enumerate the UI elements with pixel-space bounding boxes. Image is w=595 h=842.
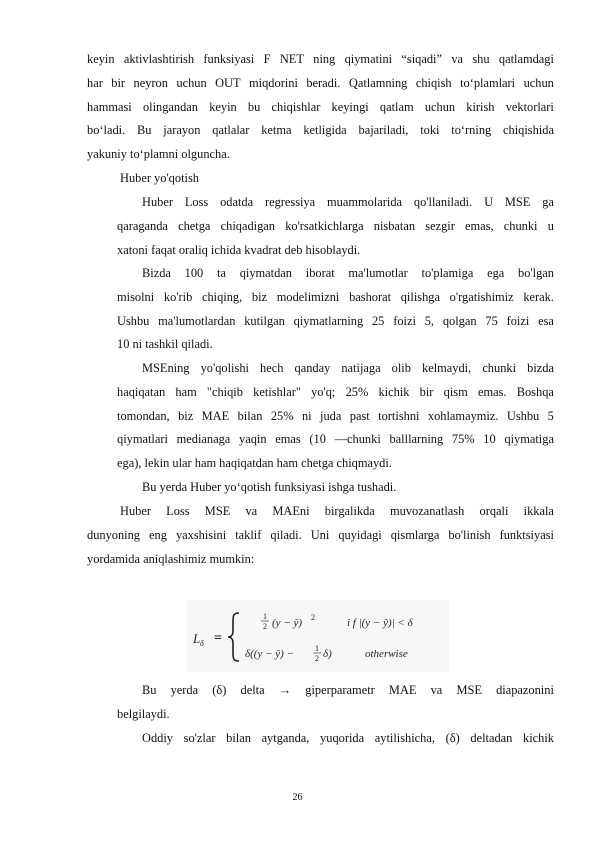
paragraph-4: [117, 357, 554, 476]
word: bashorat: [349, 289, 392, 304]
word: Boshqa: [516, 384, 554, 399]
text-line: [117, 679, 554, 703]
case1-expr: (y − ŷ): [272, 617, 303, 629]
word: yerda: [170, 683, 199, 697]
word: MAE: [201, 408, 230, 423]
paragraph-7: [117, 679, 554, 727]
word: bizda: [527, 361, 554, 375]
word: bir: [111, 75, 126, 90]
word: ko'rsatkichlarga: [285, 218, 364, 233]
case1-coeff-num: 1: [263, 612, 267, 621]
word: qiymatdan: [239, 266, 293, 280]
word: Bu: [137, 123, 152, 138]
text-line: yakuniy to‘plamni olguncha.: [87, 147, 230, 162]
word: ikkala: [523, 504, 554, 518]
word: toki: [420, 123, 440, 138]
word: chunki: [482, 361, 517, 375]
word: kirish: [466, 99, 495, 114]
text-line: [117, 215, 554, 239]
word: uchun: [523, 75, 554, 90]
word: keyin: [87, 52, 115, 66]
word: modelimizni: [276, 289, 340, 304]
word: ketligida: [303, 123, 347, 138]
word: ning: [313, 52, 336, 66]
formula-equals: =: [214, 631, 222, 646]
word: taklif: [235, 527, 262, 542]
text-line: [117, 191, 554, 215]
word: hech: [260, 361, 284, 375]
word: qismlarga: [390, 527, 440, 542]
word: 10: [483, 432, 496, 447]
word: olib: [391, 361, 411, 375]
case2-coeff-den: 2: [315, 654, 319, 663]
case1-condition: i f |(y − ŷ)| < δ: [347, 617, 413, 629]
word: juda: [320, 408, 342, 423]
text-line: [117, 262, 554, 286]
word: qiymatlari: [117, 432, 168, 447]
word: o'rgatishimiz: [449, 289, 514, 304]
word: delta: [240, 683, 265, 697]
text-line: Bu yerda Huber yo‘qotish funksiyasi ishga tushadi.: [142, 480, 397, 494]
word: 5,: [424, 313, 435, 328]
word: MAE: [388, 683, 417, 697]
paragraph-3: [117, 262, 554, 357]
word: va: [245, 504, 258, 518]
text-line: [117, 428, 554, 452]
word: medianaga: [176, 432, 231, 447]
word: keyingi: [331, 99, 369, 114]
word: yaxshisini: [175, 527, 227, 542]
word: MSE: [456, 683, 482, 697]
word: chunki: [503, 218, 538, 233]
word: aktivlashtirish: [123, 52, 195, 66]
word: bilan: [237, 408, 263, 423]
word: dunyoning: [87, 527, 141, 542]
word: chiqishlar: [271, 99, 321, 114]
word: funksiyasi: [203, 52, 255, 66]
word: MSE: [504, 195, 531, 209]
word: ham: [175, 384, 197, 399]
word: yaqin: [239, 432, 267, 447]
word: —chunki: [334, 432, 381, 447]
word: odatda: [220, 195, 254, 209]
text-line: [117, 405, 554, 429]
word: jarayon: [163, 123, 201, 138]
word: biz: [178, 408, 194, 423]
word: NET: [279, 52, 304, 66]
word: bo'lgan: [518, 266, 554, 280]
word: foizi: [393, 313, 416, 328]
word: qilishga: [400, 289, 440, 304]
heading-text: Huber yo'qotish: [120, 171, 199, 185]
paragraph-8: [117, 727, 554, 751]
word: ko'rib: [163, 289, 193, 304]
word: emas: [275, 432, 301, 447]
word: 25: [371, 313, 385, 328]
word: Huber: [120, 504, 151, 518]
word: past: [349, 408, 370, 423]
word: kichik: [523, 731, 554, 745]
word: miqdorini: [249, 75, 298, 90]
word: "chiqib: [206, 384, 243, 399]
word: chiqadigan: [220, 218, 275, 233]
word: 5: [547, 408, 554, 423]
case2-condition: otherwise: [365, 648, 408, 660]
word: MSE: [204, 504, 231, 518]
word: qanday: [294, 361, 331, 375]
word: “siqadi”: [401, 52, 443, 66]
word: 100: [184, 266, 204, 280]
word: chiqing,: [201, 289, 243, 304]
text-line: belgilaydi.: [117, 706, 170, 721]
word: quyidagi: [338, 527, 382, 542]
word: va: [430, 683, 443, 697]
word: yo'q;: [311, 384, 336, 399]
case2-coeff-num: 1: [315, 644, 319, 653]
word: chiqish: [415, 75, 452, 90]
word: so'zlar: [183, 731, 216, 745]
word: qiymatlarning: [293, 313, 364, 328]
word: Ushbu: [506, 408, 540, 423]
word: qiymatini: [344, 52, 393, 66]
word: Bu: [142, 683, 157, 697]
word: OUT: [215, 75, 241, 90]
word: ma'lumotlardan: [158, 313, 236, 328]
word: balllarning: [389, 432, 444, 447]
text-line: [117, 310, 554, 334]
paragraph-2: [117, 191, 554, 262]
word: →: [278, 683, 292, 697]
word: har: [87, 75, 103, 90]
word: emas.: [477, 384, 507, 399]
word: iborat: [305, 266, 335, 280]
text-line: xatoni faqat oraliq ichida kvadrat deb hisoblaydi.: [117, 242, 361, 257]
word: aytganda,: [261, 731, 310, 745]
word: diapazonini: [496, 683, 554, 697]
huber-loss-formula: [187, 600, 449, 672]
word: kelmaydi,: [422, 361, 472, 375]
word: sezgir: [425, 218, 455, 233]
word: bajariladi,: [358, 123, 409, 138]
text-line: [87, 48, 554, 72]
word: bu: [247, 99, 261, 114]
word: 75: [485, 313, 498, 328]
word: to'plamiga: [421, 266, 474, 280]
word: Ushbu: [117, 313, 150, 328]
word: MAEni: [272, 504, 310, 518]
word: shu: [472, 52, 490, 66]
word: tortishni: [378, 408, 420, 423]
word: emas,: [465, 218, 494, 233]
word: Qatlamning: [348, 75, 408, 90]
text-line: [117, 381, 554, 405]
word: beradi.: [306, 75, 341, 90]
case2-expr-left: δ((y − ŷ) −: [245, 648, 294, 660]
text-line: [117, 286, 554, 310]
word: natijaga: [341, 361, 381, 375]
word: 25%: [270, 408, 294, 423]
word: qiymatiga: [504, 432, 554, 447]
word: ni: [301, 408, 312, 423]
word: Uni: [310, 527, 330, 542]
word: biz: [251, 289, 268, 304]
word: Oddiy: [142, 731, 173, 745]
word: misolni: [117, 289, 155, 304]
word: (10: [309, 432, 326, 447]
word: qatlamdagi: [498, 52, 554, 66]
word: kutilgan: [244, 313, 285, 328]
formula-lhs: L: [193, 631, 201, 646]
word: giperparametr: [305, 683, 375, 697]
word: uchun: [424, 99, 456, 114]
word: chetga: [178, 218, 211, 233]
page-number: 26: [292, 792, 303, 803]
word: (δ): [212, 683, 227, 697]
word: aytilishicha,: [374, 731, 435, 745]
word: va: [451, 52, 464, 66]
text-line: [87, 119, 554, 143]
word: keyin: [209, 99, 237, 114]
word: ta: [217, 266, 226, 280]
word: qatlalar: [212, 123, 250, 138]
paragraph-5: [117, 476, 554, 500]
word: nisbatan: [373, 218, 416, 233]
section-heading: [87, 167, 554, 191]
word: Loss: [184, 195, 209, 209]
word: haqiqatan: [117, 384, 166, 399]
word: F: [263, 52, 271, 66]
word: uchun: [176, 75, 207, 90]
word: qolgan: [442, 313, 477, 328]
text-line: [117, 727, 554, 751]
text-line: [87, 72, 554, 96]
word: u: [547, 218, 554, 233]
word: foizi: [506, 313, 530, 328]
word: U: [484, 195, 494, 209]
formula-svg: [187, 600, 449, 672]
word: xohlamaymiz.: [427, 408, 499, 423]
case2-expr-right: δ): [323, 648, 332, 660]
word: vektorlari: [505, 99, 554, 114]
word: MSEning: [142, 361, 190, 375]
case1-coeff-den: 2: [263, 622, 267, 631]
word: ketma: [261, 123, 292, 138]
word: bir: [419, 384, 434, 399]
word: yo'qolishi: [200, 361, 249, 375]
paragraph-6: [87, 500, 554, 571]
word: orqali: [479, 504, 509, 518]
word: olingandan: [142, 99, 198, 114]
word: qism: [443, 384, 468, 399]
word: ketishlar": [253, 384, 301, 399]
case1-exponent: 2: [311, 613, 315, 622]
word: kerak.: [523, 289, 554, 304]
word: muvozanatlash: [390, 504, 465, 518]
word: Bizda: [142, 266, 171, 280]
text-line: [87, 500, 554, 524]
word: to‘plamlari: [460, 75, 516, 90]
word: qatlam: [379, 99, 414, 114]
text-line: yordamida aniqlashimiz mumkin:: [87, 551, 255, 566]
word: funktsiyasi: [499, 527, 554, 542]
formula-lhs-sub: δ: [200, 639, 204, 648]
word: neyron: [133, 75, 168, 90]
word: qiladi.: [270, 527, 302, 542]
word: birgalikda: [324, 504, 375, 518]
text-line: [87, 524, 554, 548]
paragraph-1: [87, 48, 554, 167]
word: (δ): [445, 731, 460, 745]
text-line: [87, 96, 554, 120]
word: regressiya: [264, 195, 316, 209]
word: bilan: [226, 731, 251, 745]
text-line: 10 ni tashkil qiladi.: [117, 337, 213, 352]
word: kichik: [378, 384, 410, 399]
word: tomondan,: [117, 408, 170, 423]
word: ma'lumotlar: [348, 266, 408, 280]
word: chiqishida: [503, 123, 554, 138]
word: hammasi: [87, 99, 132, 114]
word: qaraganda: [117, 218, 168, 233]
left-brace: [228, 613, 239, 661]
word: bo‘ladi.: [87, 123, 126, 138]
word: deltadan: [470, 731, 513, 745]
word: to‘rning: [451, 123, 492, 138]
word: eng: [149, 527, 167, 542]
word: Loss: [166, 504, 190, 518]
word: 75%: [451, 432, 475, 447]
text-line: [117, 357, 554, 381]
word: esa: [538, 313, 554, 328]
word: ga: [542, 195, 554, 209]
word: Huber: [142, 195, 173, 209]
word: muammolarida: [327, 195, 403, 209]
word: bo'linish: [448, 527, 491, 542]
word: yuqorida: [320, 731, 365, 745]
word: qo'llaniladi.: [413, 195, 473, 209]
word: 25%: [345, 384, 369, 399]
text-line: ega), lekin ular ham haqiqatdan ham chetga chiqmaydi.: [117, 456, 392, 471]
word: ega: [487, 266, 505, 280]
